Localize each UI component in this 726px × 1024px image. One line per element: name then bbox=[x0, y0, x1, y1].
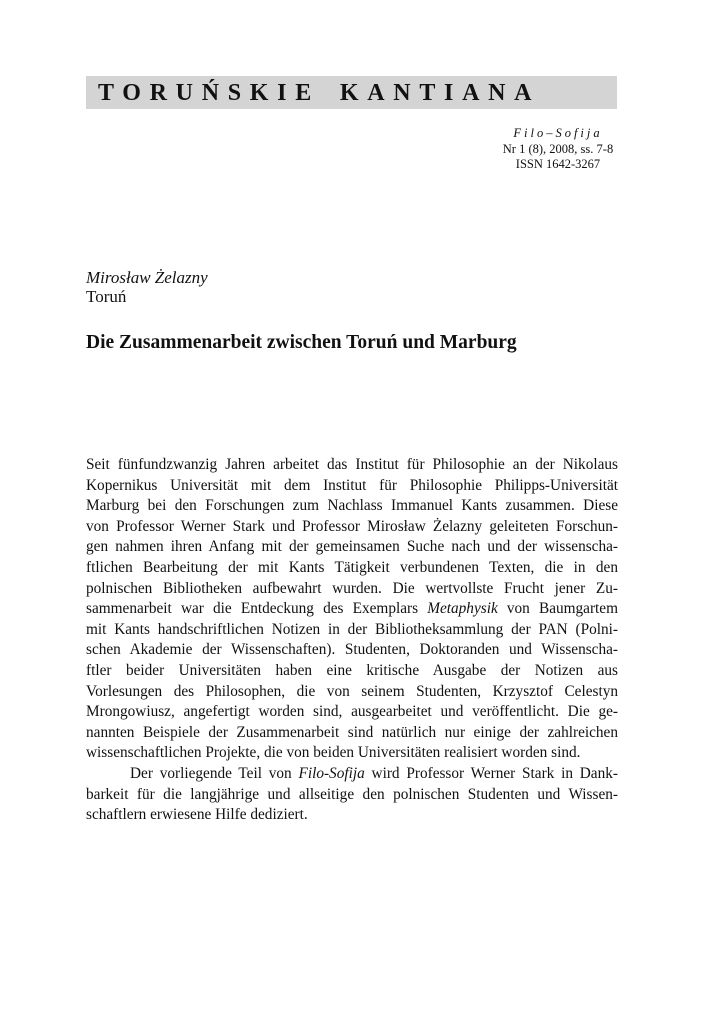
journal-issue: Nr 1 (8), 2008, ss. 7-8 bbox=[502, 141, 614, 156]
body-line: Vorlesungen des Philosophen, die von seinem Studenten, Krzysztof Celestyn bbox=[86, 682, 618, 700]
author-block bbox=[86, 268, 208, 306]
body-line: Kopernikus Universität mit dem Institut für Philosophie Philipps-Universität bbox=[86, 476, 618, 494]
italic-book-title: Metaphysik bbox=[427, 600, 498, 618]
body-line: mit Kants handschriftlichen Notizen in der Bibliotheksammlung der PAN (Polni- bbox=[86, 620, 618, 638]
series-title-right: KANTIANA bbox=[339, 80, 541, 106]
body-line bbox=[86, 764, 618, 785]
author-affiliation: Toruń bbox=[86, 287, 127, 306]
article-body bbox=[86, 455, 618, 826]
journal-issn: ISSN 1642-3267 bbox=[515, 157, 601, 171]
body-line-text: Der vorliegende Teil von bbox=[130, 764, 299, 782]
body-line: schen Akademie der Wissenschaften). Studenten, Doktoranden und Wissenscha- bbox=[86, 641, 618, 659]
series-title bbox=[98, 78, 610, 108]
body-line: nannten Beispiele der Zusammenarbeit sind natürlich nur einige der zahlreichen bbox=[86, 723, 618, 741]
body-line: Marburg bei den Forschungen zum Nachlass Immanuel Kants zusammen. Diese bbox=[86, 497, 618, 515]
body-line-text: wird Professor Werner Stark in Dank- bbox=[364, 764, 618, 782]
body-line: gen nahmen ihren Anfang mit der gemeinsamen Suche nach und der wissenscha- bbox=[86, 538, 618, 556]
body-line-text: von Baumgartem bbox=[497, 600, 618, 618]
body-line: barkeit für die langjährige und allseitige den polnischen Studenten und Wissen- bbox=[86, 785, 618, 803]
body-line: schaftlern erwiesene Hilfe dediziert. bbox=[86, 806, 308, 824]
journal-name: Filo–Sofija bbox=[513, 126, 603, 140]
author-name: Mirosław Żelazny bbox=[86, 268, 208, 287]
body-line: ftlichen Bearbeitung der mit Kants Tätigkeit verbundenen Texten, die in den bbox=[86, 558, 618, 576]
body-line: von Professor Werner Stark und Professor Mirosław Żelazny geleiteten Forschun- bbox=[86, 517, 618, 535]
article-title: Die Zusammenarbeit zwischen Toruń und Marburg bbox=[86, 332, 517, 353]
body-line: Mrongowiusz, angefertigt worden sind, ausgearbeitet und veröffentlicht. Die ge- bbox=[86, 703, 618, 721]
journal-info bbox=[470, 126, 646, 173]
body-line: ftler beider Universitäten haben eine kritische Ausgabe der Notizen aus bbox=[86, 661, 618, 679]
body-line-text: sammenarbeit war die Entdeckung des Exemplars bbox=[86, 600, 428, 618]
series-title-left: TORUŃSKIE bbox=[98, 80, 320, 106]
body-line: Seit fünfundzwanzig Jahren arbeitet das Institut für Philosophie an der Nikolaus bbox=[86, 456, 618, 473]
body-line: wissenschaftlichen Projekte, die von beiden Universitäten realisiert worden sind. bbox=[86, 744, 581, 762]
italic-journal-title: Filo-Sofija bbox=[298, 764, 365, 782]
body-line bbox=[86, 599, 618, 620]
body-line: polnischen Bibliotheken aufbewahrt wurden. Die wertvollste Frucht jener Zu- bbox=[86, 579, 618, 597]
